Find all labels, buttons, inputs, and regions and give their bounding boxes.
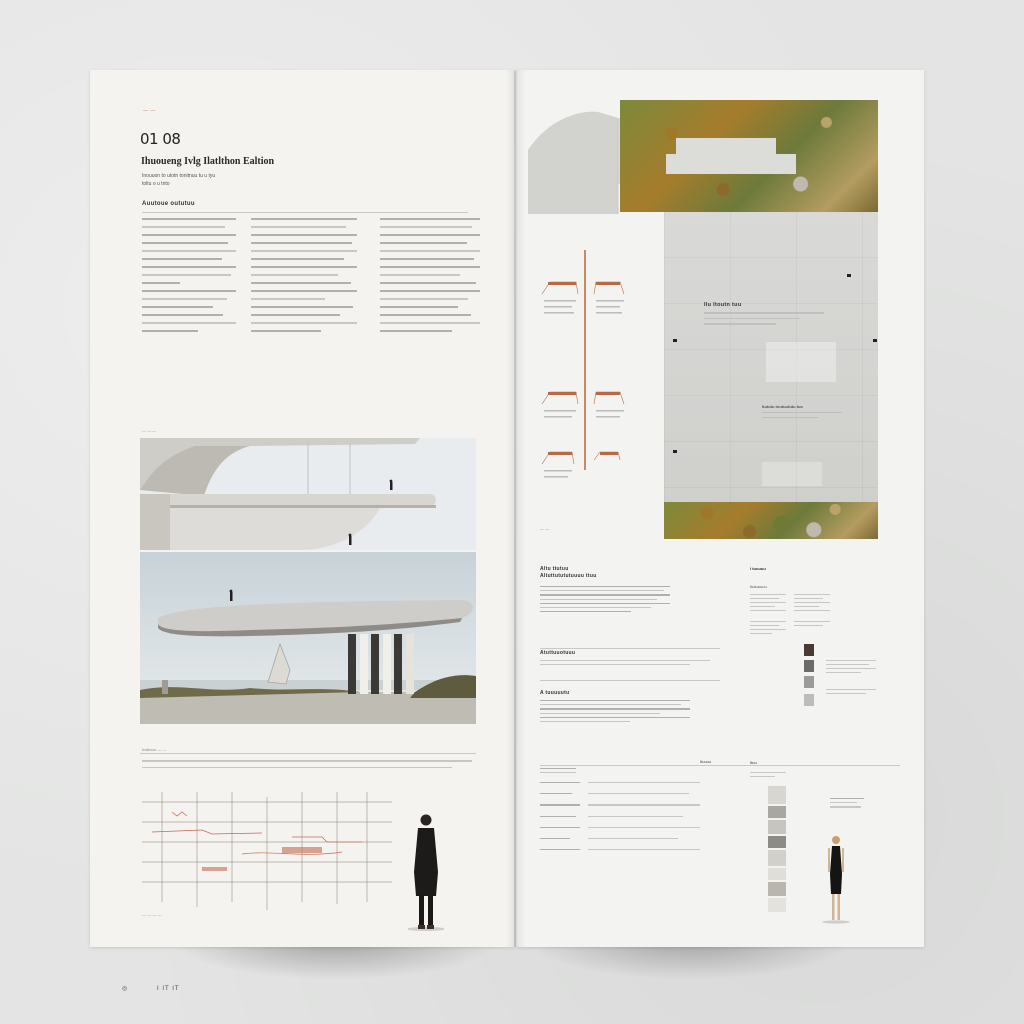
roof-timeline-diagram — [538, 250, 638, 480]
panel-text-lines — [704, 312, 824, 329]
legend-heading-2: Itutuuuuu — [750, 584, 767, 589]
legend-col-3 — [826, 660, 876, 697]
lower-caption: Inalloun — — — [142, 747, 167, 752]
block-heading-4: A tuuuuutu — [540, 690, 570, 696]
marker-2 — [673, 339, 677, 342]
legend-col-1 — [750, 594, 786, 637]
byline-2: toltu o u tnto — [142, 181, 170, 187]
concrete-ledge-overlay — [666, 132, 796, 174]
footer-mark: ◎ — [122, 986, 129, 992]
photo-pavilion-exterior — [140, 552, 476, 724]
canopy-illustration — [140, 438, 476, 550]
panel-subheading: Itututu tnutuututu tuo — [762, 404, 803, 409]
issue-number: 01 08 — [140, 130, 181, 148]
lower-text-lines — [142, 760, 472, 773]
text-column-2 — [251, 218, 357, 338]
block-heading-2: Altuttutututuuuu ttuu — [540, 573, 597, 579]
aside-note — [830, 798, 864, 811]
page-title: Ihuoueng Ivlg Ilatlthon Ealtion — [141, 156, 275, 167]
lower-rule — [140, 753, 476, 754]
text-column-3 — [380, 218, 480, 338]
legend-col-2 — [794, 594, 830, 629]
table-top-rule — [540, 765, 900, 766]
standing-figure-man — [408, 810, 444, 932]
block-text-1 — [540, 586, 670, 615]
right-page — [516, 70, 924, 947]
panel-inset-box — [766, 342, 836, 382]
material-swatches — [804, 644, 814, 714]
legend-heading: I tuuuuu — [750, 566, 766, 571]
marker-1 — [847, 274, 851, 277]
kicker: — — — [143, 108, 156, 114]
block-heading-3: Atuttuuotuuu — [540, 650, 576, 656]
block-heading-1: Altu ttutuu — [540, 566, 569, 572]
side-label: Ituuuu — [700, 759, 712, 764]
table-col-1 — [540, 782, 580, 860]
aside-lines — [750, 772, 786, 780]
concrete-panel — [664, 212, 878, 504]
photo-moss-bottom — [664, 502, 878, 539]
photo-canopy-interior — [140, 438, 476, 550]
standing-figure-woman — [822, 834, 850, 924]
block-text-3 — [540, 700, 690, 725]
spine-gutter — [506, 70, 526, 947]
bottom-caption: — — — — — [142, 912, 162, 917]
aside-label: Ituu — [750, 760, 757, 765]
marker-4 — [673, 450, 677, 453]
left-page — [90, 70, 514, 947]
text-column-1 — [142, 218, 236, 338]
table-head — [540, 768, 576, 776]
block-text-2 — [540, 660, 710, 668]
stone-swatch-strip — [768, 786, 786, 914]
section-heading: Auutoue oututuu — [142, 201, 195, 207]
technical-drawing — [142, 792, 392, 912]
panel-heading: Ilu Itoutn tuu — [704, 302, 742, 308]
panel-note-box — [762, 462, 822, 486]
footer-code: I IT IT — [157, 986, 180, 992]
caption-top: — — — — [142, 428, 157, 433]
section-rule — [142, 212, 468, 213]
panel-subtext-lines — [762, 412, 842, 422]
byline-1: Inouuon to utotn tonitnuu tu u tyu — [142, 173, 216, 179]
table-col-2 — [588, 782, 700, 860]
marker-3 — [873, 339, 877, 342]
pavilion-illustration — [140, 552, 476, 724]
timeline-caption: — — — [540, 526, 550, 531]
block-rule-1 — [540, 648, 720, 649]
block-rule-2 — [540, 680, 720, 681]
